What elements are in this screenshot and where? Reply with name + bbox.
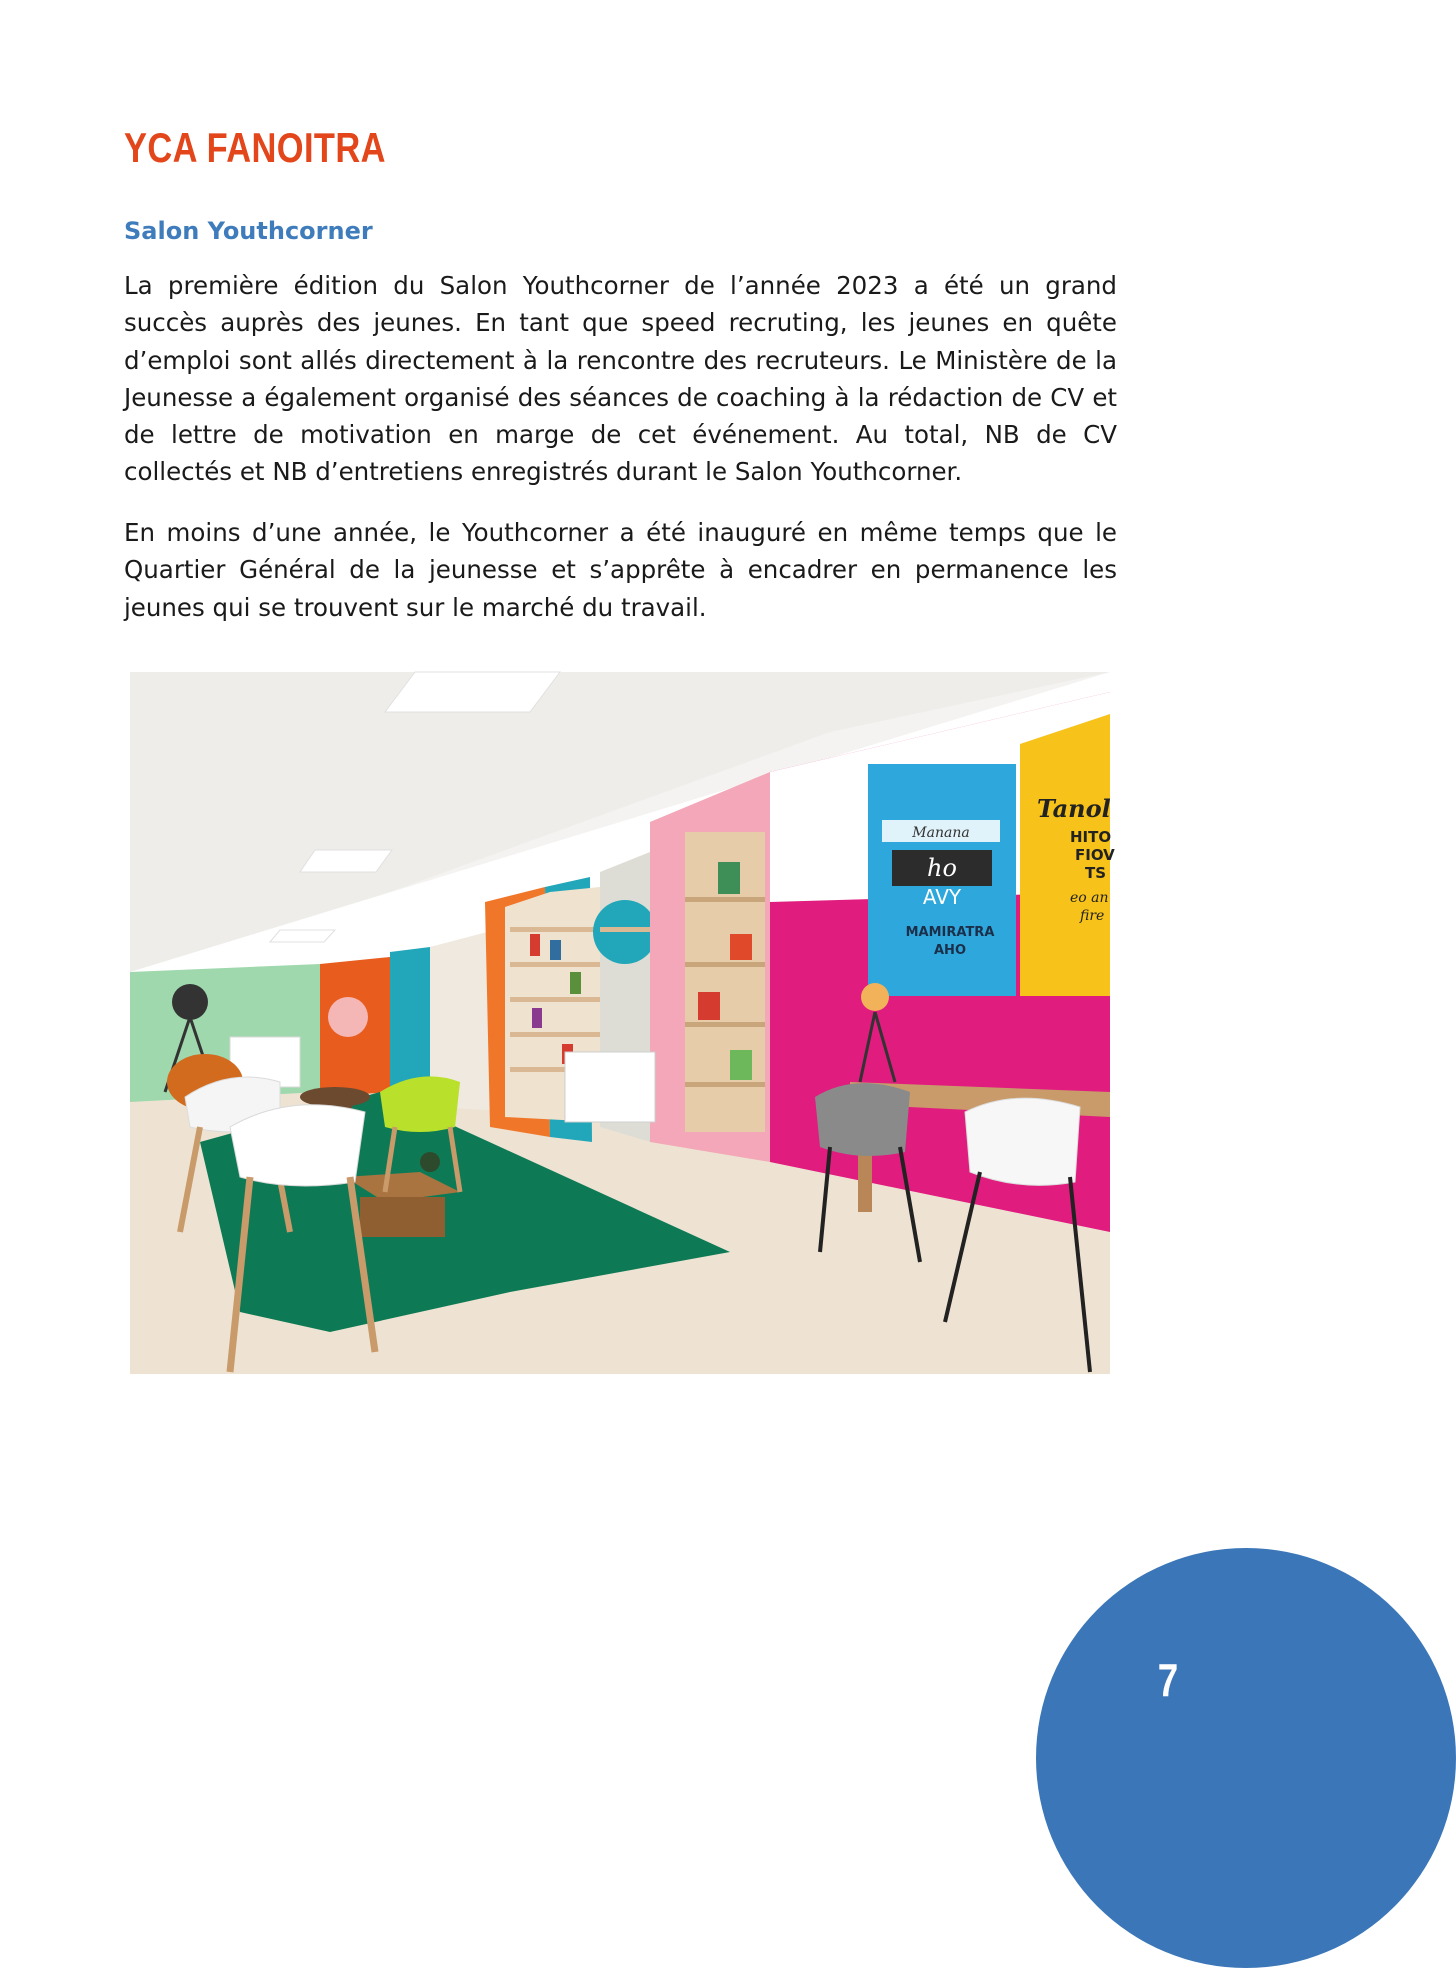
- chair-white-right: [965, 1098, 1080, 1185]
- poster-yellow-line-6: fire: [1080, 908, 1105, 924]
- poster-blue-line-2: ho: [927, 854, 957, 882]
- youthcorner-photo: [130, 672, 1115, 1374]
- poster-blue-line-4: MAMIRATRA: [905, 925, 995, 940]
- poster-yellow-line-4: TS: [1085, 864, 1107, 882]
- body-paragraph-1: La première édition du Salon Youthcorner de l’année 2023 a été un grand succès auprès des jeunes. En tant que speed recruting, les jeunes en quête d’emploi sont allés directement à la rencontre des recruteurs. Le Ministère de la Jeunesse a également organisé des séances de coaching à la rédaction de CV et de lettre de motivation en marge de cet événement. Au total, NB de CV collectés et NB d’entretiens enregistrés durant le Salon Youthcorner.: [124, 271, 1117, 487]
- page-corner-decoration: [1036, 1548, 1456, 1968]
- poster-yellow-line-3: FIOV: [1075, 846, 1115, 864]
- poster-blue-line-3: AVY: [922, 885, 962, 909]
- ceiling-light: [385, 672, 560, 712]
- page-title: YCA FANOITRA: [124, 124, 386, 171]
- ceiling-light: [300, 850, 392, 872]
- window: [565, 1052, 655, 1122]
- poster-yellow-line-5: eo an: [1070, 890, 1109, 906]
- poster-yellow-line-1: Tanol: [1037, 794, 1111, 823]
- ceiling-light: [270, 930, 335, 942]
- chair-white-front: [230, 1105, 365, 1186]
- poster-blue-line-1: Manana: [912, 825, 970, 841]
- section-heading: Salon Youthcorner: [124, 217, 373, 245]
- page-number: 7: [1157, 1654, 1179, 1706]
- body-paragraph-2: En moins d’une année, le Youthcorner a été inauguré en même temps que le Quartier Général de la jeunesse et s’apprête à encadrer en permanence les jeunes qui se trouvent sur le marché du travail.: [124, 518, 1117, 622]
- chair-grey: [815, 1083, 910, 1156]
- poster-yellow-line-2: HITO: [1070, 828, 1112, 846]
- poster-blue-line-5: AHO: [934, 943, 966, 958]
